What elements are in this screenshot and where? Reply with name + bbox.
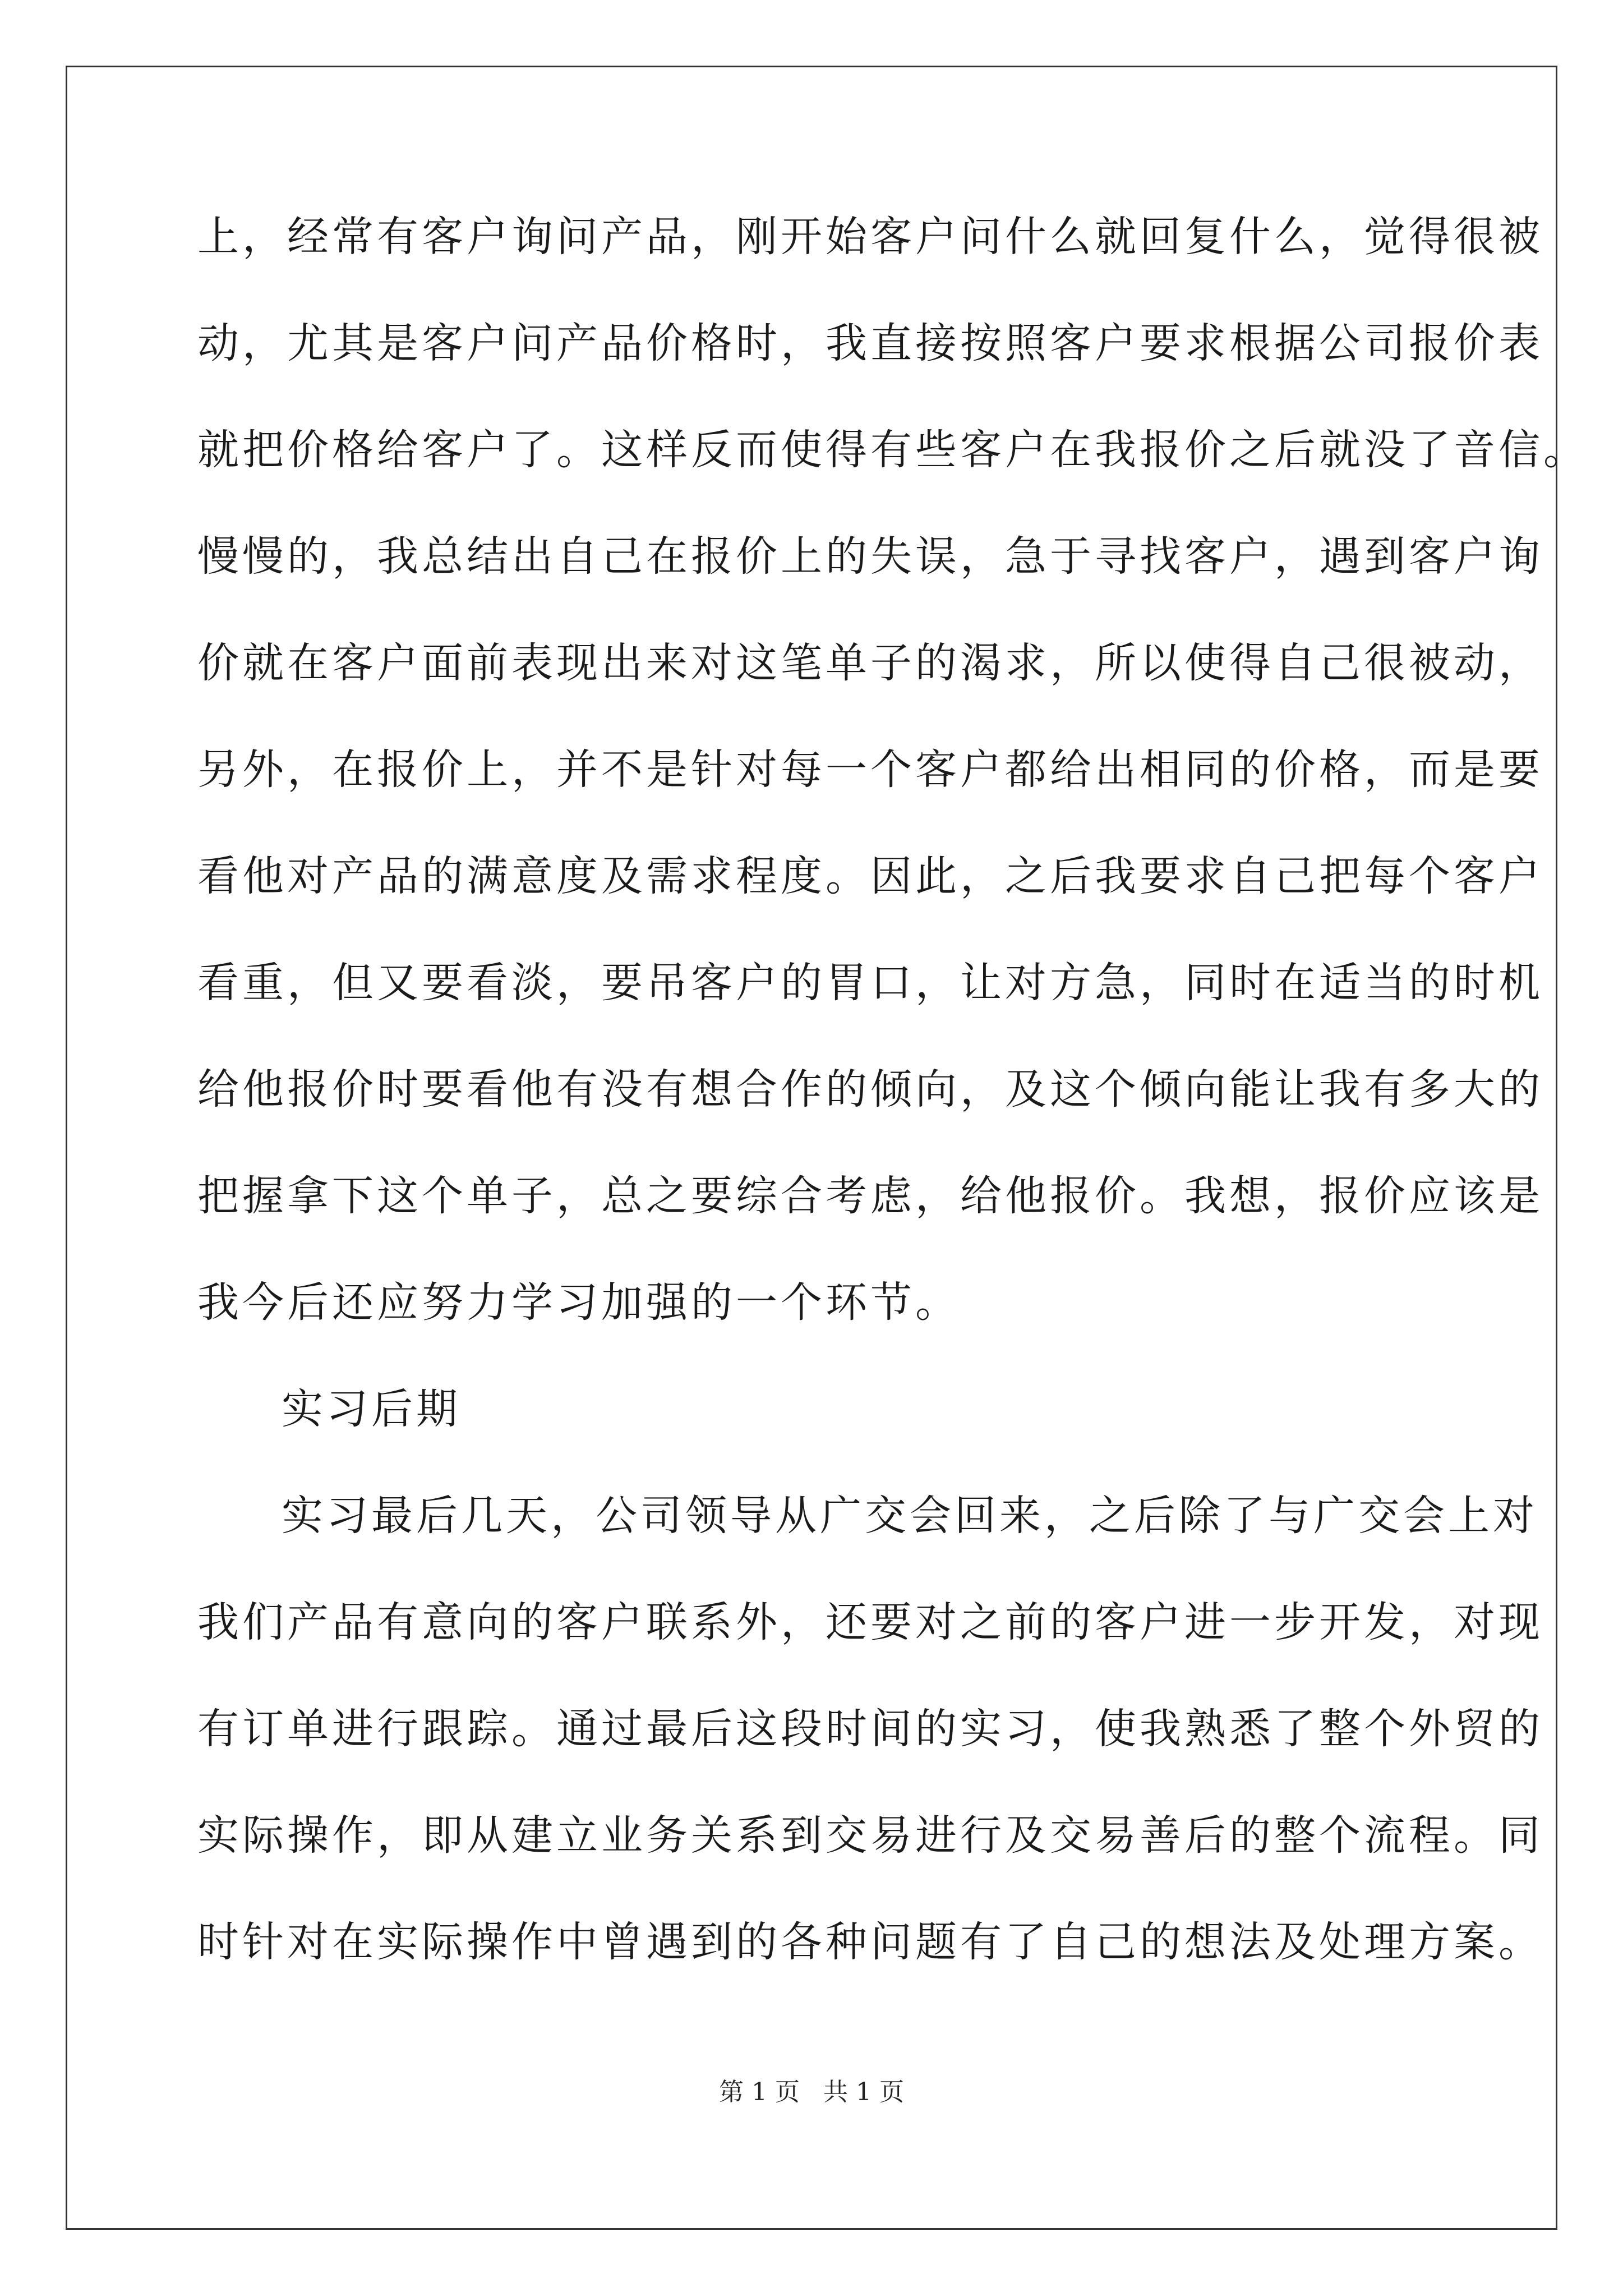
text-line: 看重，但又要看淡，要吊客户的胃口，让对方急，同时在适当的时机 — [197, 959, 1543, 1007]
text-line: 把握拿下这个单子，总之要综合考虑，给他报价。我想，报价应该是 — [197, 1172, 1543, 1220]
text-line: 慢慢的，我总结出自己在报价上的失误，急于寻找客户，遇到客户询 — [197, 532, 1543, 581]
text-line: 实际操作，即从建立业务关系到交易进行及交易善后的整个流程。同 — [197, 1811, 1543, 1860]
text-line: 时针对在实际操作中曾遇到的各种问题有了自己的想法及处理方案。 — [197, 1918, 1543, 1966]
text-line: 动，尤其是客户问产品价格时，我直接按照客户要求根据公司报价表 — [197, 319, 1543, 367]
text-line: 上，经常有客户询问产品，刚开始客户问什么就回复什么，觉得很被 — [197, 213, 1543, 261]
text-line: 我们产品有意向的客户联系外，还要对之前的客户进一步开发，对现 — [197, 1598, 1543, 1646]
text-line: 就把价格给客户了。这样反而使得有些客户在我报价之后就没了音信。 — [197, 426, 1588, 474]
text-line: 看他对产品的满意度及需求程度。因此，之后我要求自己把每个客户 — [197, 852, 1543, 900]
page-footer: 第 1 页 共 1 页 — [719, 2078, 904, 2106]
section-heading: 实习后期 — [282, 1385, 461, 1433]
page-border — [66, 66, 1557, 2230]
text-line: 给他报价时要看他有没有想合作的倾向，及这个倾向能让我有多大的 — [197, 1065, 1543, 1114]
text-line: 价就在客户面前表现出来对这笔单子的渴求，所以使得自己很被动， — [197, 639, 1543, 687]
text-line: 实习最后几天，公司领导从广交会回来，之后除了与广交会上对 — [282, 1492, 1538, 1540]
text-line: 有订单进行跟踪。通过最后这段时间的实习，使我熟悉了整个外贸的 — [197, 1705, 1543, 1753]
text-line: 我今后还应努力学习加强的一个环节。 — [197, 1278, 960, 1327]
text-line: 另外，在报价上，并不是针对每一个客户都给出相同的价格，而是要 — [197, 746, 1543, 794]
